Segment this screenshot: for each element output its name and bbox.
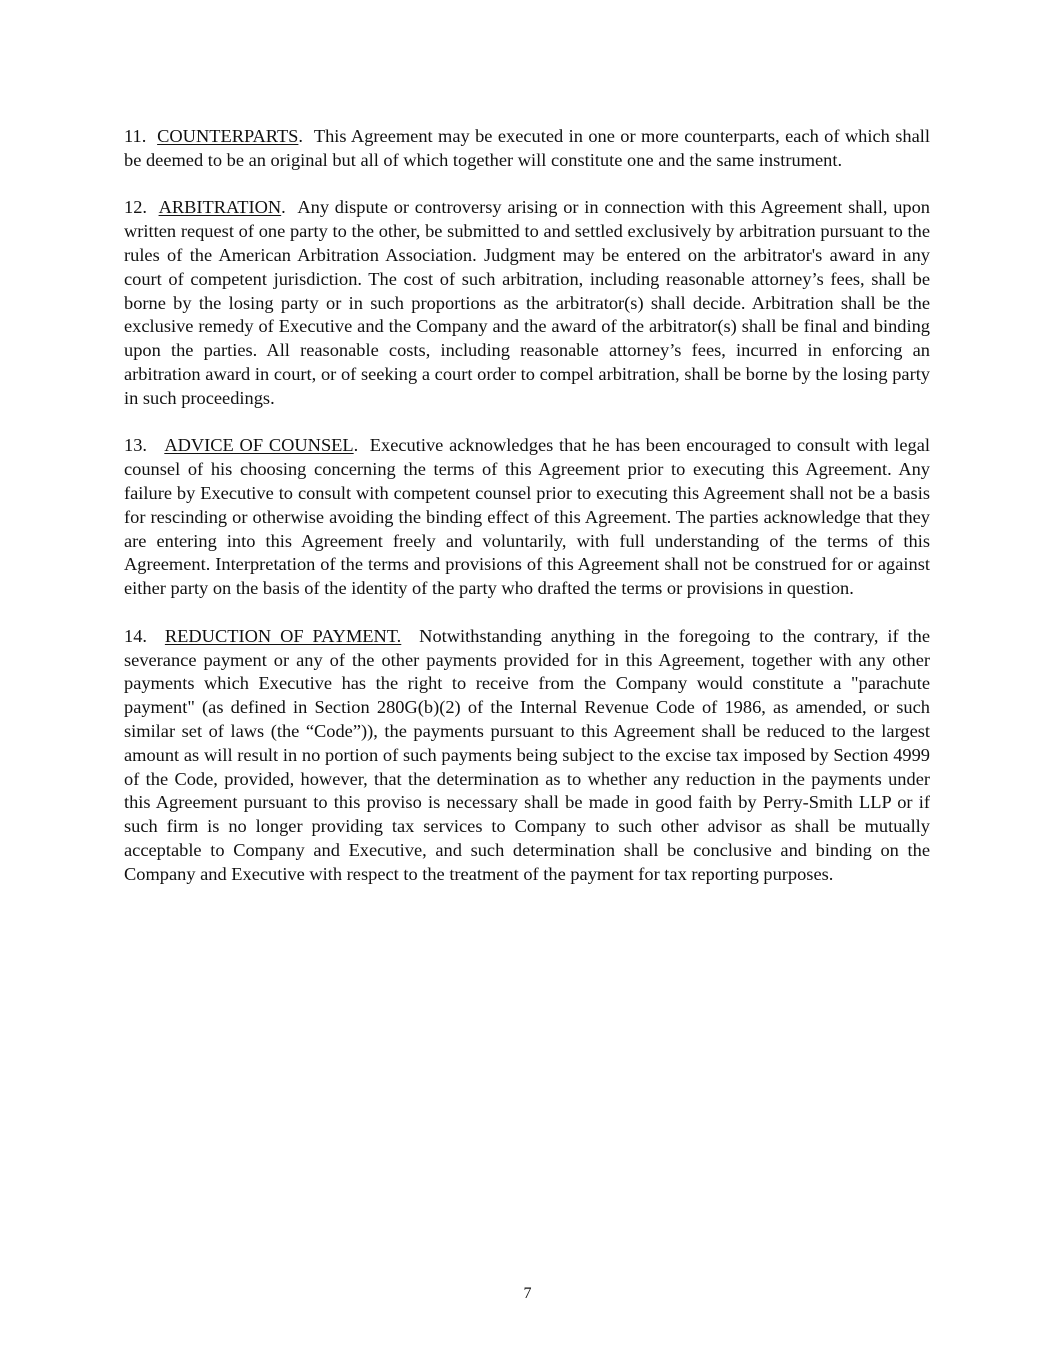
section-number: 14. (124, 625, 147, 646)
section-body: Executive acknowledges that he has been encouraged to consult with legal counsel of his choosing concerning the terms of this Agreement prior to executing this Agreement. Any failure by Executive to consult with competent counsel prior to executing this Agreement shall not be a basis for rescinding or otherwise avoiding the binding effect of this Agreement. The parties acknowledge that they are entering into this Agreement freely and voluntarily, with full understanding of the terms of this Agreement. Interpretation of the terms and provisions of this Agreement shall not be construed for or against either party on the basis of the identity of the party who drafted the terms or provisions in question. (124, 435, 930, 599)
section-12-arbitration (124, 196, 930, 410)
section-number: 13. (124, 435, 147, 456)
page-number: 7 (523, 1285, 532, 1302)
section-14-reduction-of-payment (124, 625, 930, 887)
section-heading: COUNTERPARTS (157, 126, 299, 146)
section-heading: ARBITRATION (158, 197, 282, 218)
section-number: 11. (124, 126, 147, 146)
section-body: Any dispute or controversy arising or in connection with this Agreement shall, upon written request of one party to the other, be submitted to and settled exclusively by arbitration pursuant to the rules of the American Arbitration Association. Judgment may be entered on the arbitrator's award in any court of competent jurisdiction. The cost of such arbitration, including reasonable attorney’s fees, shall be borne by the losing party or in such proportions as the arbitrator(s) shall decide. Arbitration shall be the exclusive remedy of Executive and the Company and the award of the arbitrator(s) shall be final and binding upon the parties. All reasonable costs, including reasonable attorney’s fees, incurred in enforcing an arbitration award in court, or of seeking a court order to compel arbitration, shall be borne by the losing party in such proceedings. (124, 197, 931, 408)
section-13-advice-of-counsel (124, 434, 930, 601)
section-heading-punct: . (298, 126, 304, 146)
section-number: 12. (124, 197, 147, 218)
document-page (124, 125, 930, 910)
section-heading-punct: . (281, 197, 286, 218)
section-heading: ADVICE OF COUNSEL (164, 435, 354, 456)
section-heading: REDUCTION OF PAYMENT. (164, 625, 402, 646)
section-11-counterparts (124, 125, 930, 173)
section-heading-punct: . (353, 435, 359, 456)
section-body: Notwithstanding anything in the foregoing to the contrary, if the severance payment or any of the other payments provided for in this Agreement, together with any other payments which Executive has the right to receive from the Company would constitute a "parachute payment" (as defined in Section 280G(b)(2) of the Internal Revenue Code of 1986, as amended, or such similar set of laws (the “Code”)), the payments pursuant to this Agreement shall be reduced to the largest amount as will result in no portion of such payments being subject to the excise tax imposed by Section 4999 of the Code, provided, however, that the determination as to whether any reduction in the payments under this Agreement pursuant to this proviso is necessary shall be made in good faith by Perry-Smith LLP or if such firm is no longer providing tax services to Company to such other advisor as shall be mutually acceptable to Company and Executive, and such determination shall be conclusive and binding on the Company and Executive with respect to the treatment of the payment for tax reporting purposes. (124, 625, 931, 884)
section-body: This Agreement may be executed in one or more counterparts, each of which shall be deemed to be an original but all of which together will constitute one and the same instrument. (124, 126, 930, 170)
